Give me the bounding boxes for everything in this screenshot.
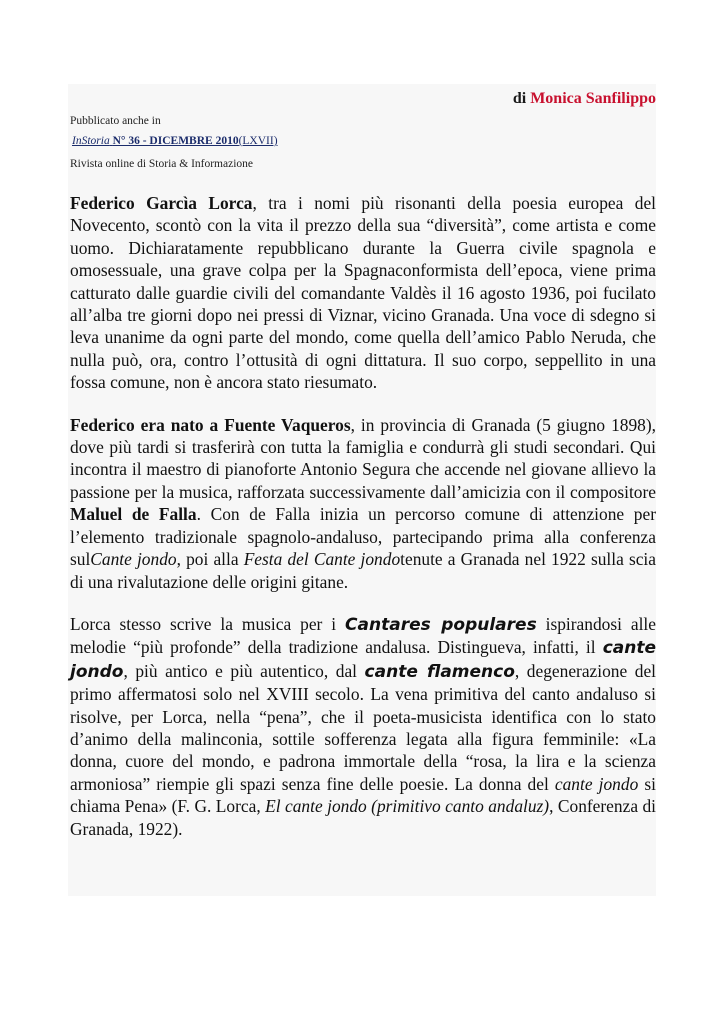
p2-italic-1: Cante jondo	[90, 549, 177, 570]
p3-text-6: , Conferenza di Granada, 1922).	[70, 796, 657, 839]
p3-italic-2: El cante jondo (primitivo canto andaluz)	[265, 796, 550, 817]
magazine-issue-link[interactable]	[72, 135, 278, 147]
p3-text-4: , degenerazione del primo affermatosi solo nel XVIII secolo. La vena primitiva del canto andaluso si risolve, per Lorca, nella “pena”, che il poeta-musicista identifica con lo stato d’animo della malinconia, sottile sofferenza legata alla figura femminile: «La donna, cuore del mondo, e padrona immortale della “rosa, la lira e la scienza armoniosa” riempie gli spazi senza fine delle poesie. La donna del	[70, 660, 656, 794]
author-name: Monica Sanfilippo	[530, 90, 656, 107]
p2-italic-2: Festa del Cante jondo	[243, 549, 401, 570]
paragraph-2	[70, 414, 656, 593]
p1-text: , tra i nomi più risonanti della poesia europea del Novecento, scontò con la vita il prezzo della sua “diversità”, come artista e come uomo. Dichiaratamente repubblicano durante la Guerra civile spagnola e omosessuale, una grave colpa per la Spagnaconformista dell’epoca, viene prima catturato dalle guardie civili del comandante Valdès il 16 agosto 1936, poi fucilato all’alba tre giorni dopo nei pressi di Viznar, vicino Granada. Una voce di sdegno si leva unanime da ogni parte del mondo, come quella dell’amico Pablo Neruda, che nulla può, ora, contro l’ottusità di ogni dittatura. Il suo corpo, seppellito in una fossa comune, non è ancora stato riesumato.	[70, 193, 656, 393]
p2-text-2: . Con de Falla inizia un percorso comune di attenzione per l’elemento tradizionale spagnolo-andaluso, partecipando prima alla conferenza sul	[70, 504, 656, 570]
paragraph-3	[70, 613, 656, 840]
p3-text-2: ispirandosi alle melodie “più profonde” della tradizione andalusa. Distingueva, infatti, il	[70, 613, 656, 658]
p1-lead: Federico Garcìa Lorca	[70, 193, 253, 213]
p2-text-4: tenute a Granada nel 1922 sulla scia di una rivalutazione delle origini gitane.	[70, 549, 656, 592]
p3-italic-1: cante jondo	[554, 773, 639, 794]
issue-link[interactable]	[72, 135, 278, 147]
p2-text-1: , in provincia di Granada (5 giugno 1898), dove più tardi si trasferirà con tutta la famiglia e condurrà gli studi secondari. Qui incontra il maestro di pianoforte Antonio Segura che accende nel giovane allievo la passione per la musica, rafforzata successivamente dall’amicizia con il compositore	[70, 414, 656, 502]
p3-text-3: , più antico e più autentico, dal	[123, 660, 365, 681]
p3-text-5: si chiama Pena» (F. G. Lorca,	[70, 773, 656, 817]
paragraph-1	[70, 192, 656, 394]
byline	[513, 90, 656, 108]
magazine-name: InStoria	[72, 135, 110, 147]
byline-prefix: di	[512, 90, 527, 107]
document-page	[68, 84, 656, 896]
issue-suffix: (LXVII)	[238, 135, 278, 147]
p2-bold-name: Maluel de Falla	[70, 504, 197, 525]
p2-text-3: , poi alla	[176, 549, 244, 570]
published-also-label: Pubblicato anche in	[70, 115, 161, 127]
p3-highlight-2: cante jondo	[70, 638, 656, 682]
p3-text-1: Lorca stesso scrive la musica per i	[70, 613, 346, 634]
p3-highlight-1: Cantares populares	[345, 614, 537, 635]
magazine-description: Rivista online di Storia & Informazione	[70, 158, 254, 170]
p2-lead: Federico era nato a Fuente Vaqueros	[70, 414, 351, 435]
article-body	[70, 192, 656, 860]
p3-highlight-3: cante flamenco	[364, 661, 515, 682]
issue-number: N° 36 - DICEMBRE 2010	[112, 135, 239, 147]
